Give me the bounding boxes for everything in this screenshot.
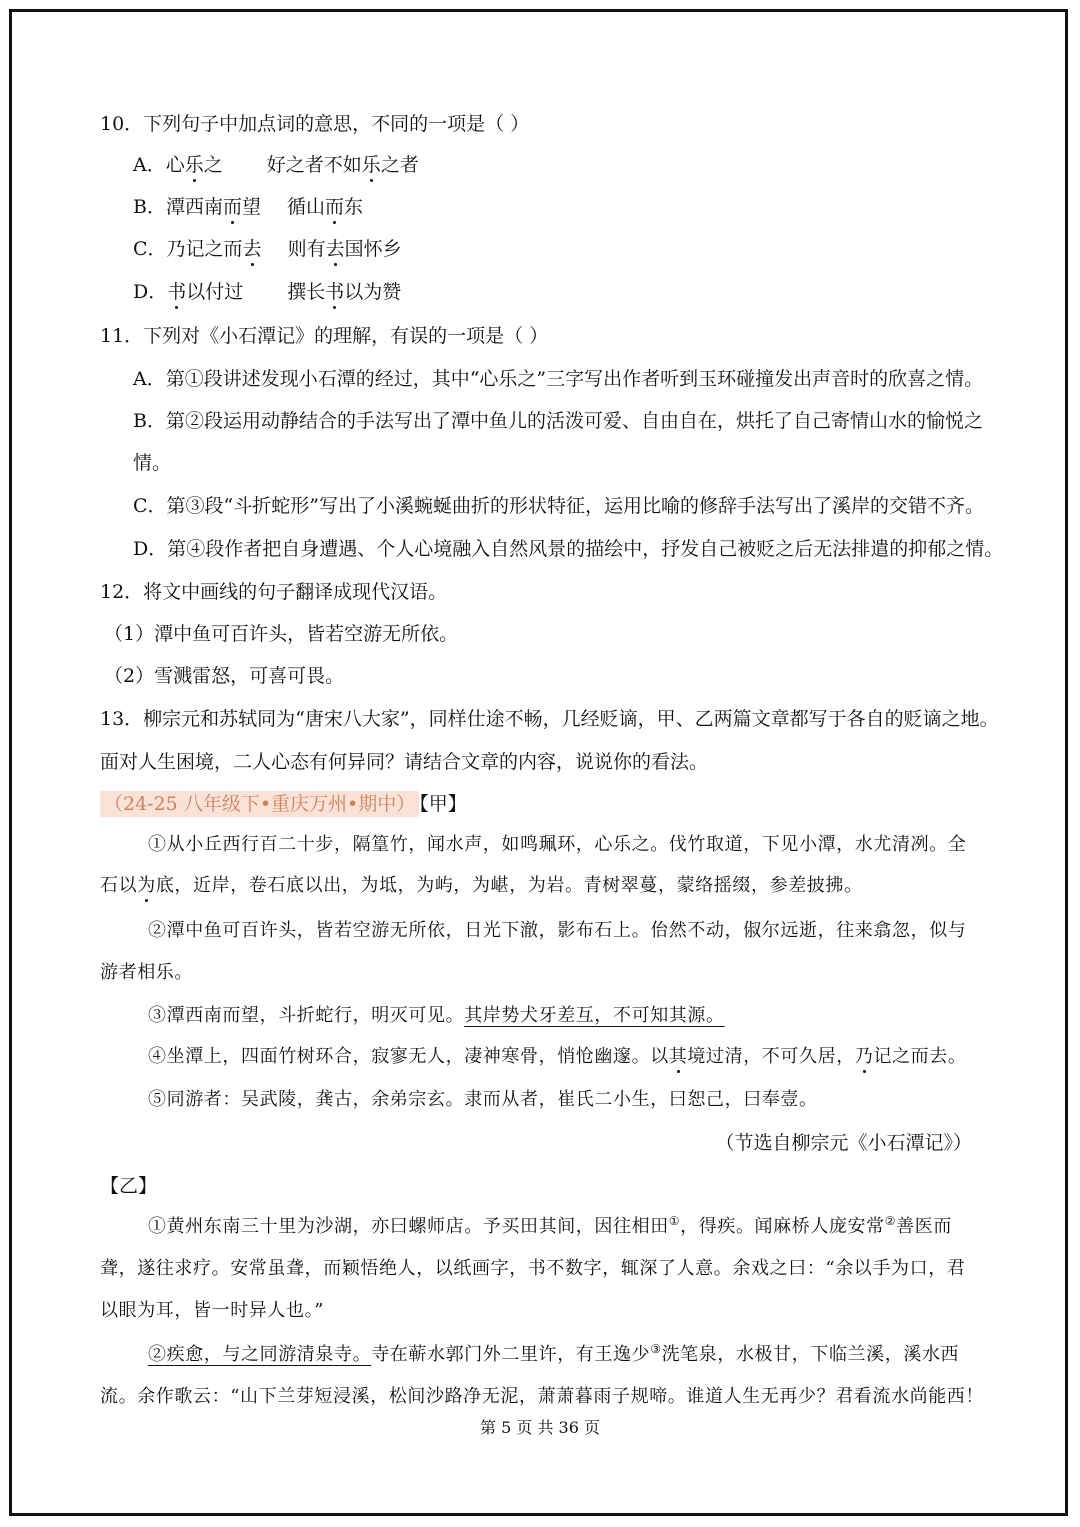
- passage-a-p5: ⑤同游者：吴武陵，龚古，余弟宗玄。隶而从者，崔氏二小生，曰恕己，曰奉壹。: [148, 1089, 818, 1110]
- q11-stem: 11．下列对《小石潭记》的理解，有误的一项是（ ）: [100, 325, 549, 347]
- text: ④坐潭上，四面竹树环合，寂寥无人，凄神寒骨，悄怆幽邃。以: [148, 1046, 669, 1067]
- text: 好之者不如: [266, 154, 362, 176]
- text: 之: [203, 154, 223, 176]
- passage-a-p1-line1: ①从小丘西行百二十步，隔篁竹，闻水声，如鸣珮环，心乐之。伐竹取道，下见小潭，水尤清冽。全: [148, 834, 967, 855]
- q10-option-b[interactable]: [133, 194, 363, 220]
- q11-option-c[interactable]: C．第③段“斗折蛇形”写出了小溪蜿蜒曲折的形状特征，运用比喻的修辞手法写出了溪岸的交错不齐。: [133, 495, 984, 517]
- q12-sentence-1: （1）潭中鱼可百许头，皆若空游无所依。: [104, 623, 459, 645]
- text: 循山: [287, 196, 326, 218]
- text: 洗笔泉，水极甘，下临兰溪，溪水西: [661, 1344, 960, 1365]
- text: 以为赞: [344, 281, 402, 303]
- text: 国怀乡: [344, 238, 402, 260]
- text: 境过清，不可久居，: [687, 1046, 855, 1067]
- passage-b-p1-line1: [148, 1214, 952, 1240]
- q11-option-b[interactable]: B．第②段运用动静结合的手法写出了潭中鱼儿的活泼可爱、自由自在，烘托了自己寄情山水的愉悦之: [133, 410, 983, 432]
- underlined-sentence: 其岸势犬牙差互，不可知其源。: [464, 1005, 725, 1026]
- text: 心: [165, 154, 185, 176]
- footnote-mark: ②: [884, 1214, 897, 1228]
- text: 则有: [287, 238, 326, 260]
- dotted-word: 为: [137, 875, 156, 896]
- dotted-word: 其: [668, 1046, 688, 1067]
- text: 记之而去。: [873, 1046, 967, 1067]
- q12-stem: 12．将文中画线的句子翻译成现代汉语。: [100, 581, 448, 603]
- passage-a-p2-line2: 游者相乐。: [100, 962, 193, 983]
- q10-option-a[interactable]: [133, 152, 419, 178]
- passage-b-p2-line1: [148, 1342, 959, 1368]
- q10-option-d[interactable]: [133, 279, 401, 305]
- text: 之者: [380, 154, 419, 176]
- passage-a-source: （节选自柳宗元《小石潭记》）: [715, 1132, 972, 1154]
- passage-label: 【甲】: [419, 793, 467, 815]
- text: ①黄州东南三十里为沙湖，亦曰螺师店。予买田其间，因往相田: [148, 1216, 669, 1237]
- text: 石以: [100, 875, 138, 896]
- text: 望: [242, 196, 262, 218]
- text: ，得疾。闻麻桥人庞安常: [680, 1216, 885, 1237]
- dotted-word: 乐: [361, 154, 381, 176]
- dotted-word: 书: [325, 281, 345, 303]
- footnote-mark: ③: [650, 1342, 662, 1356]
- passage-a-p3: [148, 1003, 725, 1029]
- option-label: D．: [133, 281, 168, 303]
- page-footer: 第 5 页 共 36 页: [480, 1418, 600, 1437]
- option-label: B．: [133, 196, 166, 218]
- text: 寺在蕲水郭门外二里许，有王逸少: [371, 1344, 651, 1365]
- source-tag: （24-25 八年级下•重庆万州•期中）: [100, 791, 419, 817]
- passage-b-p2-line2: 流。余作歌云：“山下兰芽短浸溪，松间沙路净无泥，萧萧暮雨子规啼。谁道人生无再少？君看流水尚能西！: [100, 1386, 984, 1407]
- q12-sentence-2: （2）雪溅雷怒，可喜可畏。: [104, 665, 345, 687]
- passage-b-p1-line3: 以眼为耳，皆一时异人也。”: [100, 1300, 325, 1321]
- passage-b-p1-line2: 聋，遂往求疗。安常虽聋，而颖悟绝人，以纸画字，书不数字，辄深了人意。余戏之曰：“余以手为口，君: [100, 1258, 966, 1279]
- underlined-sentence: ②疾愈，与之同游清泉寺。: [148, 1344, 372, 1365]
- dotted-word: 去: [325, 238, 345, 260]
- passage-b-label: 【乙】: [100, 1175, 158, 1197]
- text: 潭西南: [165, 196, 223, 218]
- dotted-word: 去: [242, 238, 262, 260]
- text: 善医而: [896, 1216, 952, 1237]
- q10-stem: 10．下列句子中加点词的意思，不同的一项是（ ）: [100, 113, 530, 135]
- passage-a-p4: [148, 1044, 966, 1070]
- passage-a-header: [100, 791, 467, 817]
- passage-a-p1-line2: [100, 873, 863, 899]
- dotted-word: 书: [167, 281, 187, 303]
- dotted-word: 而: [325, 196, 345, 218]
- dotted-word: 而: [222, 196, 242, 218]
- q11-option-a[interactable]: A．第①段讲述发现小石潭的经过，其中“心乐之”三字写出作者听到玉环碰撞发出声音时的欣喜之情。: [133, 368, 984, 390]
- option-label: C．: [133, 238, 167, 260]
- text: 撰长: [287, 281, 326, 303]
- text: 乃记之而: [166, 238, 243, 260]
- q11-option-b-cont: 情。: [133, 452, 172, 474]
- text: ③潭西南而望，斗折蛇行，明灭可见。: [148, 1005, 465, 1026]
- q13-stem-line1: 13．柳宗元和苏轼同为“唐宋八大家”，同样仕途不畅，几经贬谪，甲、乙两篇文章都写于各自的贬谪之地。: [100, 708, 999, 730]
- option-label: A．: [133, 154, 166, 176]
- text: 以付过: [186, 281, 244, 303]
- dotted-word: 乃: [854, 1046, 874, 1067]
- footnote-mark: ①: [668, 1214, 681, 1228]
- dotted-word: 乐: [184, 154, 204, 176]
- text: 底，近岸，卷石底以出，为坻，为屿，为嵁，为岩。青树翠蔓，蒙络摇缀，参差披拂。: [155, 875, 863, 896]
- passage-a-p2-line1: ②潭中鱼可百许头，皆若空游无所依，日光下澈，影布石上。佁然不动，俶尔远逝，往来翕忽，似与: [148, 920, 967, 941]
- text: 东: [344, 196, 364, 218]
- q11-option-d[interactable]: D．第④段作者把自身遭遇、个人心境融入自然风景的描绘中，抒发自己被贬之后无法排遣的抑郁之情。: [133, 538, 1004, 560]
- q10-option-c[interactable]: [133, 236, 402, 262]
- q13-stem-line2: 面对人生困境，二人心态有何异同？请结合文章的内容，说说你的看法。: [100, 751, 709, 773]
